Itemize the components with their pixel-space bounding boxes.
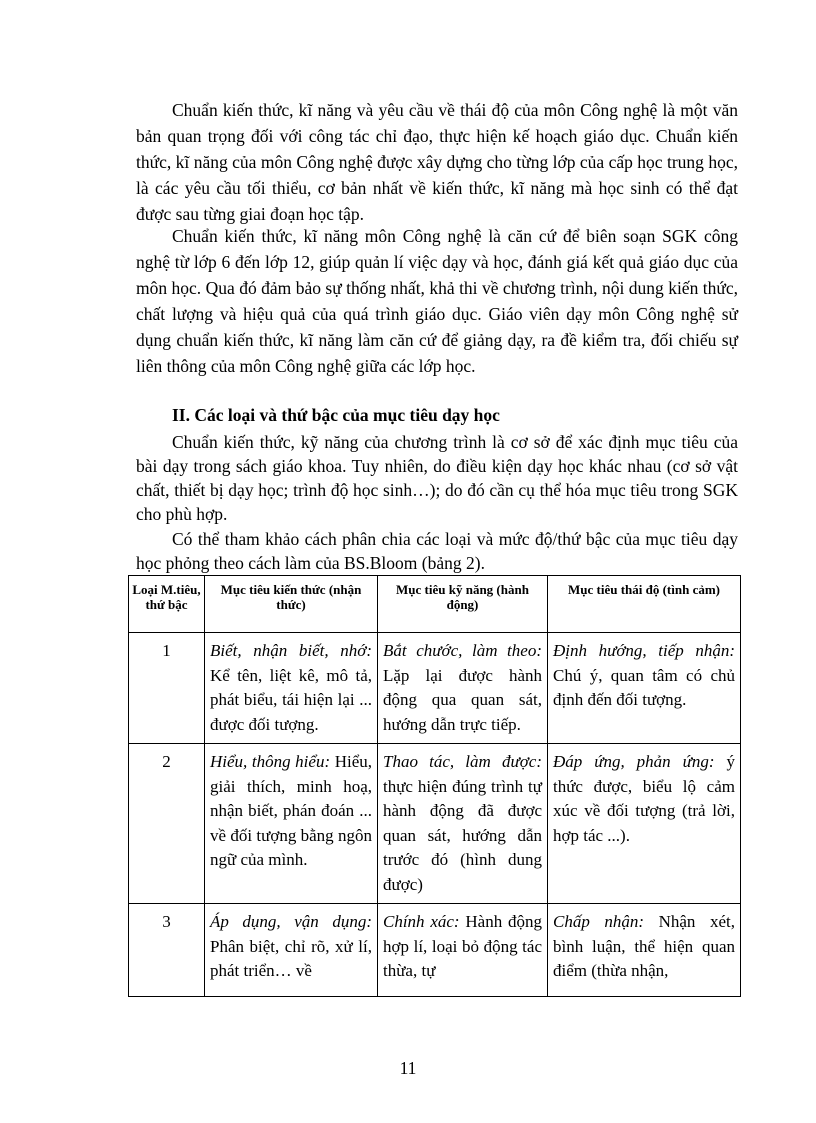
level-cell: 1: [129, 633, 205, 744]
attitude-level-name: Chấp nhận:: [553, 912, 645, 931]
level-cell: 2: [129, 744, 205, 904]
table-header-row: [129, 576, 741, 633]
knowledge-level-name: Áp dụng, vận dụng:: [210, 912, 372, 931]
skill-cell: [378, 744, 548, 904]
header-knowledge: Mục tiêu kiến thức (nhận thức): [205, 576, 378, 633]
header-skill: Mục tiêu kỹ năng (hành động): [378, 576, 548, 633]
attitude-cell: [548, 633, 741, 744]
table-row: [129, 744, 741, 904]
attitude-level-name: Đáp ứng, phản ứng:: [553, 752, 715, 771]
skill-description: Lặp lại được hành động qua quan sát, hướng dẫn trực tiếp.: [383, 665, 542, 734]
knowledge-cell: [205, 904, 378, 997]
level-cell: 3: [129, 904, 205, 997]
intro-paragraph-1: Chuẩn kiến thức, kĩ năng và yêu cầu về thái độ của môn Công nghệ là một văn bản quan trọng đối với công tác chỉ đạo, thực hiện kế hoạch giáo dục. Chuẩn kiến thức, kĩ năng của môn Công nghệ được xây dựng cho từng lớp của cấp học trung học, là các yêu cầu tối thiểu, cơ bản nhất về kiến thức, kĩ năng mà học sinh có thể đạt được sau từng giai đoạn học tập.: [136, 100, 738, 224]
skill-description: thực hiện đúng trình tự hành động đã được quan sát, hướng dẫn trước đó (hình dung được): [383, 776, 542, 894]
skill-cell: [378, 904, 548, 997]
knowledge-description: Hiểu, giải thích, minh hoạ, nhận biết, phán đoán ... về đối tượng bằng ngôn ngữ của mình.: [210, 752, 373, 869]
attitude-level-name: Định hướng, tiếp nhận:: [553, 641, 735, 660]
header-attitude: Mục tiêu thái độ (tình cảm): [548, 576, 741, 633]
header-level: Loại M.tiêu, thứ bậc: [129, 576, 205, 633]
knowledge-cell: [205, 633, 378, 744]
intro-paragraph-2: Chuẩn kiến thức, kĩ năng môn Công nghệ là căn cứ để biên soạn SGK công nghệ từ lớp 6 đến lớp 12, giúp quản lí việc dạy và học, đánh giá kết quả giáo dục của môn học. Qua đó đảm bảo sự thống nhất, khả thi về chương trình, nội dung kiến thức, chất lượng và hiệu quả của quá trình giáo dục. Giáo viên dạy môn Công nghệ sử dụng chuẩn kiến thức, kĩ năng làm căn cứ để giảng dạy, ra đề kiểm tra, đối chiếu sự liên thông của môn Công nghệ giữa các lớp học.: [136, 226, 738, 376]
skill-description: Hành động hợp lí, loại bỏ động tác thừa, tự: [383, 912, 542, 980]
knowledge-level-name: Biết, nhận biết, nhớ:: [210, 641, 372, 660]
attitude-description: Nhận xét, bình luận, thể hiện quan điểm (thừa nhận,: [553, 912, 736, 980]
skill-cell: [378, 633, 548, 744]
section-paragraph-1: Chuẩn kiến thức, kỹ năng của chương trình là cơ sở để xác định mục tiêu của bài dạy trong sách giáo khoa. Tuy nhiên, do điều kiện dạy học khác nhau (cơ sở vật chất, thiết bị dạy học; trình độ học sinh…); do đó cần cụ thể hóa mục tiêu trong SGK cho phù hợp.: [136, 432, 738, 524]
section-paragraph-2: Có thể tham khảo cách phân chia các loại và mức độ/thứ bậc của mục tiêu dạy học phỏng theo cách làm của BS.Bloom (bảng 2).: [136, 529, 738, 573]
skill-level-name: Thao tác, làm được:: [383, 752, 542, 771]
knowledge-cell: [205, 744, 378, 904]
knowledge-description: Kể tên, liệt kê, mô tả, phát biểu, tái hiện lại ... được đối tượng.: [210, 665, 372, 734]
table-row: [129, 633, 741, 744]
knowledge-description: Phân biệt, chỉ rõ, xử lí, phát triển… về: [210, 936, 372, 980]
objectives-table: [128, 575, 741, 997]
attitude-cell: [548, 744, 741, 904]
skill-level-name: Chính xác:: [383, 912, 460, 931]
skill-level-name: Bắt chước, làm theo:: [383, 641, 542, 660]
section-heading: II. Các loại và thứ bậc của mục tiêu dạy học: [172, 405, 500, 425]
attitude-cell: [548, 904, 741, 997]
knowledge-level-name: Hiểu, thông hiểu:: [210, 752, 331, 771]
attitude-description: Chú ý, quan tâm có chủ định đến đối tượng.: [553, 665, 735, 709]
table-row: [129, 904, 741, 997]
page-number: 11: [399, 1058, 417, 1078]
attitude-description: ý thức được, biểu lộ cảm xúc về đối tượng (trả lời, hợp tác ...).: [553, 752, 736, 845]
